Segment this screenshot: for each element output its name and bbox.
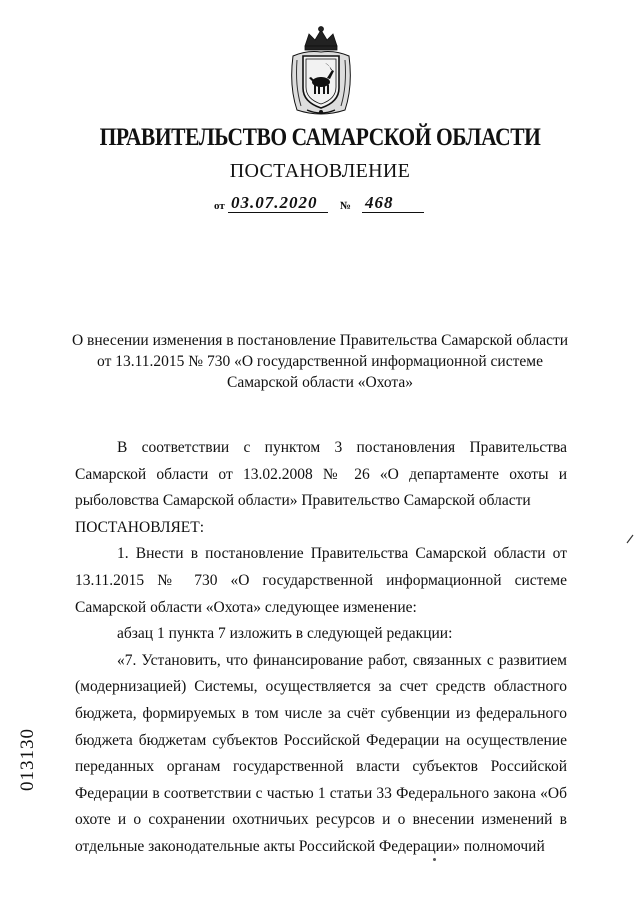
document-number: 468 [362, 194, 424, 213]
resolution-keyword: ПОСТАНОВЛЯЕТ: [75, 518, 205, 536]
number-label: № [340, 200, 352, 212]
subject-line: от 13.11.2015 № 730 «О государственной информационной системе [97, 353, 543, 370]
subject-line: Самарской области «Охота» [226, 374, 414, 391]
coat-of-arms-icon [287, 26, 355, 118]
subject-line: О внесении изменения в постановление Правительства Самарской области [71, 332, 569, 349]
document-body [75, 435, 567, 861]
body-paragraph: «7. Установить, что финансирование работ, связанных с развитием (модернизацией) Системы, осуществляется за счет средств областного бюджета, формируемых в том числе за счёт субвенции из федерального бюджета бюджетам субъектов Российской Федерации на осуществление переданных органам государственной власти субъектов Российской Федерации в соответствии с частью 1 статьи 33 Федерального закона «Об охоте и о сохранении охотничьих ресурсов и о внесении изменений в отдельные законодательные акты Российской Федерации» полномочий [75, 651, 567, 855]
side-serial-number: 013130 [17, 728, 38, 791]
date-label: от [214, 200, 225, 212]
document-type: ПОСТАНОВЛЕНИЕ [229, 160, 411, 182]
document-subject [60, 330, 580, 393]
body-paragraph: В соответствии с пунктом 3 постановления Правительства Самарской области от 13.02.2008 № 26 «О департаменте охоты и рыболовства Самарской области» Правительство Самарской области [75, 439, 567, 510]
body-paragraph: абзац 1 пункта 7 изложить в следующей редакции: [117, 625, 453, 643]
government-title: ПРАВИТЕЛЬСТВО САМАРСКОЙ ОБЛАСТИ [99, 124, 541, 151]
body-paragraph: 1. Внести в постановление Правительства Самарской области от 13.11.2015 № 730 «О государственной информационной системе Самарской области «Охота» следующее изменение: [75, 545, 567, 616]
dot-mark-icon [433, 858, 436, 861]
document-date: 03.07.2020 [228, 194, 328, 213]
document-date-number [214, 194, 454, 220]
margin-mark-icon [626, 534, 634, 544]
